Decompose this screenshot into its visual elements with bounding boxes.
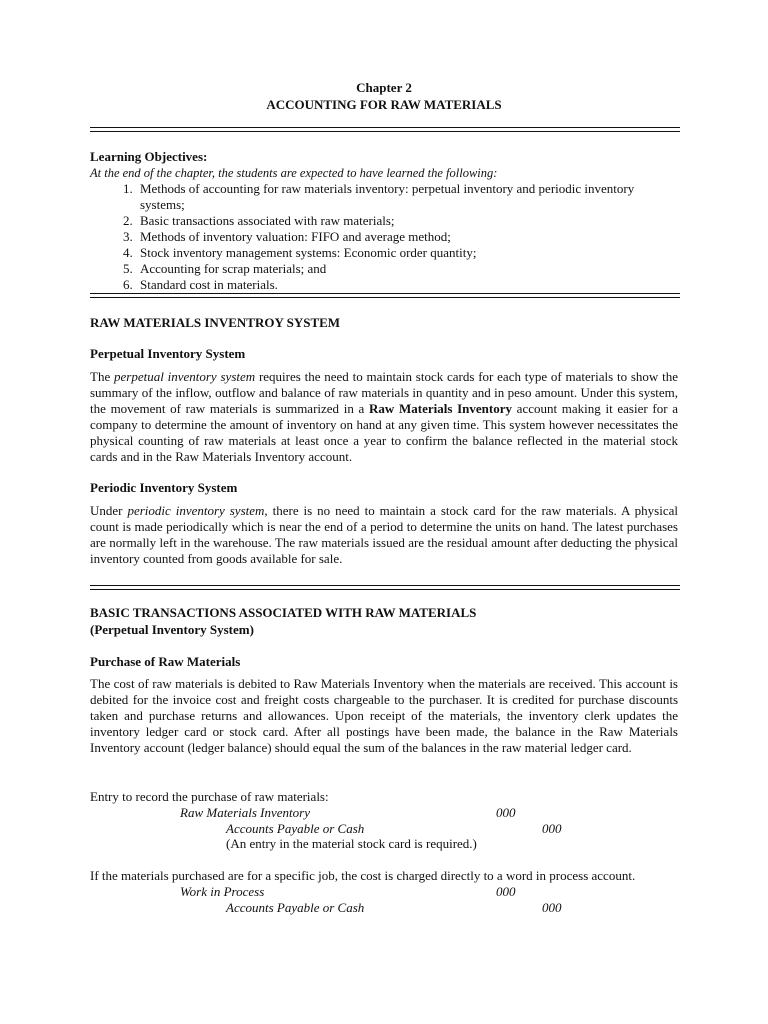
entry-note: (An entry in the material stock card is required.) (226, 836, 477, 851)
objectives-list (90, 181, 678, 293)
term: perpetual inventory system (114, 369, 256, 384)
credit-amount: 000 (542, 821, 562, 836)
credit-account: Accounts Payable or Cash (226, 821, 365, 836)
double-rule (90, 127, 680, 132)
list-item: 5. Accounting for scrap materials; and (136, 261, 678, 277)
debit-amount: 000 (496, 884, 516, 899)
perpetual-heading: Perpetual Inventory System (90, 346, 246, 361)
text: requires the need to maintain stock cards for each type of materials to show the summary of the inflow, outflow and balance of raw materials in quantity and in peso amount. Under this system, the movement of raw materials is summarized in a (90, 369, 678, 416)
learning-objectives (90, 149, 678, 293)
section-heading: BASIC TRANSACTIONS ASSOCIATED WITH RAW MATERIALS (90, 605, 477, 620)
list-item: 4. Stock inventory management systems: Economic order quantity; (136, 245, 678, 261)
debit-account: Raw Materials Inventory (180, 805, 310, 820)
chapter-label: Chapter 2 (356, 80, 412, 95)
credit-amount: 000 (542, 900, 562, 915)
double-rule (90, 293, 680, 298)
list-item: 2. Basic transactions associated with raw materials; (136, 213, 678, 229)
entry-intro: If the materials purchased are for a specific job, the cost is charged directly to a word in process account. (90, 868, 636, 883)
term: periodic inventory system (127, 503, 265, 518)
list-item: 1. Methods of accounting for raw materials inventory: perpetual inventory and periodic inventory systems; (136, 181, 678, 213)
objectives-heading: Learning Objectives: (90, 149, 208, 164)
text: The (90, 369, 114, 384)
list-item: 3. Methods of inventory valuation: FIFO and average method; (136, 229, 678, 245)
list-item: 6. Standard cost in materials. (136, 277, 678, 293)
objectives-intro: At the end of the chapter, the students are expected to have learned the following: (90, 166, 498, 180)
debit-account: Work in Process (180, 884, 265, 899)
section-subheading: (Perpetual Inventory System) (90, 622, 254, 637)
periodic-heading: Periodic Inventory System (90, 480, 238, 495)
purchase-heading: Purchase of Raw Materials (90, 654, 241, 669)
debit-amount: 000 (496, 805, 516, 820)
section-heading: RAW MATERIALS INVENTROY SYSTEM (90, 315, 341, 330)
perpetual-paragraph (90, 369, 678, 465)
chapter-title: ACCOUNTING FOR RAW MATERIALS (266, 97, 502, 112)
account-name: Raw Materials Inventory (369, 401, 512, 416)
periodic-paragraph (90, 503, 678, 567)
double-rule (90, 585, 680, 590)
purchase-paragraph: The cost of raw materials is debited to Raw Materials Inventory when the materials are received. This account is debited for the invoice cost and freight costs chargeable to the purchaser. It is credited for purchase discounts taken and purchase returns and allowances. Upon receipt of the materials, the inventory clerk updates the inventory ledger card or stock card. After all postings have been made, the balance in the Raw Materials Inventory account (ledger balance) should equal the sum of the balances in the raw material ledger card. (90, 676, 678, 755)
credit-account: Accounts Payable or Cash (226, 900, 365, 915)
text: , there is no need to maintain a stock card for the raw materials. A physical count is made periodically which is near the end of a period to determine the units on hand. The latest purchases are normally left in the warehouse. The raw materials issued are the residual amount after deducting the physical inventory counted from goods available for sale. (90, 503, 678, 566)
text: Under (90, 503, 128, 518)
entry-intro: Entry to record the purchase of raw materials: (90, 789, 329, 804)
text: account making it easier for a company to determine the amount of inventory on hand at any given time. This system however necessitates the physical counting of raw materials at least once a year to confirm the balance reflected in the material stock cards and in the Raw Materials Inventory account. (90, 401, 678, 464)
